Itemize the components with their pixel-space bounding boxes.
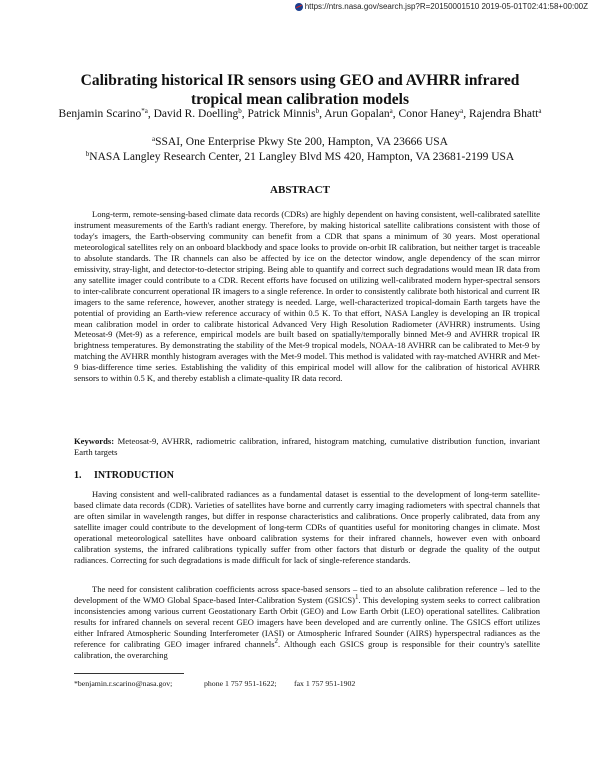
section-heading: 1. INTRODUCTION — [74, 470, 175, 481]
footnote-fax: fax 1 757 951-1902 — [294, 679, 356, 688]
affiliation-a: $^a$SSAI, One Enterprise Pkwy Ste 200, Hampton, VA 23666 USA — [152, 135, 448, 148]
keywords-text: Meteosat-9, AVHRR, radiometric calibration, infrared, histogram matching, cumulative distribution function, invariant Earth targets — [74, 436, 540, 457]
nasa-ntrs-icon — [295, 3, 303, 11]
footnote — [74, 679, 355, 688]
title-line-2: tropical mean calibration models — [191, 91, 409, 108]
citation-2: 2 — [274, 637, 279, 645]
footnote-phone: phone 1 757 951-1622; — [204, 679, 277, 688]
affiliation-b: $^b$NASA Langley Research Center, 21 Langley Blvd MS 420, Hampton, VA 23681-2199 USA — [85, 150, 515, 163]
footnote-email[interactable]: *benjamin.r.scarino@nasa.gov; — [74, 679, 173, 688]
title-line-1: Calibrating historical IR sensors using GEO and AVHRR infrared — [80, 72, 520, 89]
author-list — [40, 107, 560, 121]
author: Rajendra Bhatt$^a$ — [469, 107, 542, 120]
intro-paragraph-1: Having consistent and well-calibrated radiances as a fundamental dataset is essential to the development of long-term satellite-based climate data records (CDR). Varieties of satellites have borne and currently carry imaging radiometers with spectral channels that are often similar in wavelength ranges, but differ in response characteristics and calibrations. Once properly calibrated, data from any satellite imager could contribute to the development of long-term CDRs of quantities useful for monitoring changes in climate. Most operational meteorological satellites have onboard calibration systems for their infrared channels, however even with onboard calibration systems, the infrared calibrations typically suffer from other factors that disturb or degrade the quality of the output radiances. Correcting for such degradations is made difficult for lack of single-reference standards. — [74, 489, 540, 565]
keywords — [74, 436, 540, 458]
keywords-label: Keywords: — [74, 436, 115, 446]
source-url[interactable]: https://ntrs.nasa.gov/search.jsp?R=20150001510 2019-05-01T02:41:58+00:00Z — [304, 2, 588, 11]
author: Benjamin Scarino$^{*a}$, — [58, 107, 154, 120]
footnote-divider — [74, 673, 184, 674]
author: David R. Doelling$^b$, — [153, 107, 248, 120]
abstract-heading: ABSTRACT — [270, 184, 330, 196]
author: Conor Haney$^a$, — [398, 107, 470, 120]
ntrs-header — [295, 2, 588, 11]
intro-paragraph-2: The need for consistent calibration coefficients across space-based sensors – tied to an absolute calibration reference – led to the development of the WMO Global Space-based Inter-Calibration System (GSICS)$^1$. This developing system seeks to correct calibration inconsistencies among various current Geostationary Earth Orbit (GEO) and Low Earth Orbit (LEO) operational satellites. Calibration results for infrared channels on several recent GEO imagers have been developed and are currently online. The GSICS effort utilizes either Infrared Atmospheric Sounding Interferometer (IASI) or Atmospheric Infrared Sounder (AIRS) hyperspectral radiances as the reference for calibrating GEO imager infrared channels$^2$. Although each GSICS group is responsible for their country's satellite calibration, the overarching — [74, 584, 541, 660]
paper-title — [40, 71, 560, 109]
citation-1: 1 — [354, 593, 359, 601]
author: Patrick Minnis$^b$, — [247, 107, 325, 120]
abstract-text: Long-term, remote-sensing-based climate data records (CDRs) are highly dependent on having consistent, well-calibrated satellite instrument measurements of the Earth's radiant energy. Therefore, by making historical satellite calibrations consistent with those of today's imagers, the Earth-observing community can benefit from a CDR that spans a minimum of 30 years. Most operational meteorological satellites rely on an onboard blackbody and space looks to provide on-orbit IR calibration, but neither target is traceable to absolute standards. The IR channels can also be affected by ice on the detector window, angle dependency of the scan mirror emissivity, stray-light, and detector-to-detector striping. Being able to quantify and correct such degradations would mean IR data from any satellite imager could contribute to a CDR. Recent efforts have focused on utilizing well-calibrated modern hyper-spectral sensors to inter-calibrate concurrent operational IR imagers to a single reference. In order to consistently calibrate both historical and current IR imagers to the same reference, however, another strategy is needed. Large, well-characterized tropical-domain Earth targets have the potential of providing an Earth-view reference accuracy of within 0.5 K. To that effort, NASA Langley is developing an IR tropical mean calibration model in order to calibrate historical Advanced Very High Resolution Radiometer (AVHRR) instruments. Using Meteosat-9 (Met-9) as a reference, empirical models are built based on spatially/temporally binned Met-9 and AVHRR tropical IR brightness temperatures. By demonstrating the stability of the Met-9 tropical models, NOAA-18 AVHRR can be calibrated to Met-9 by matching the AVHRR monthly histogram averages with the Met-9 model. This method is validated with ray-matched AVHRR and Met-9 bias-difference time series. Establishing the validity of this empirical model will allow for the calibration of historical AVHRR sensors to within 0.5 K, and thereby establish a climate-quality IR data record. — [74, 209, 540, 384]
author: Arun Gopalan$^a$, — [324, 107, 399, 120]
